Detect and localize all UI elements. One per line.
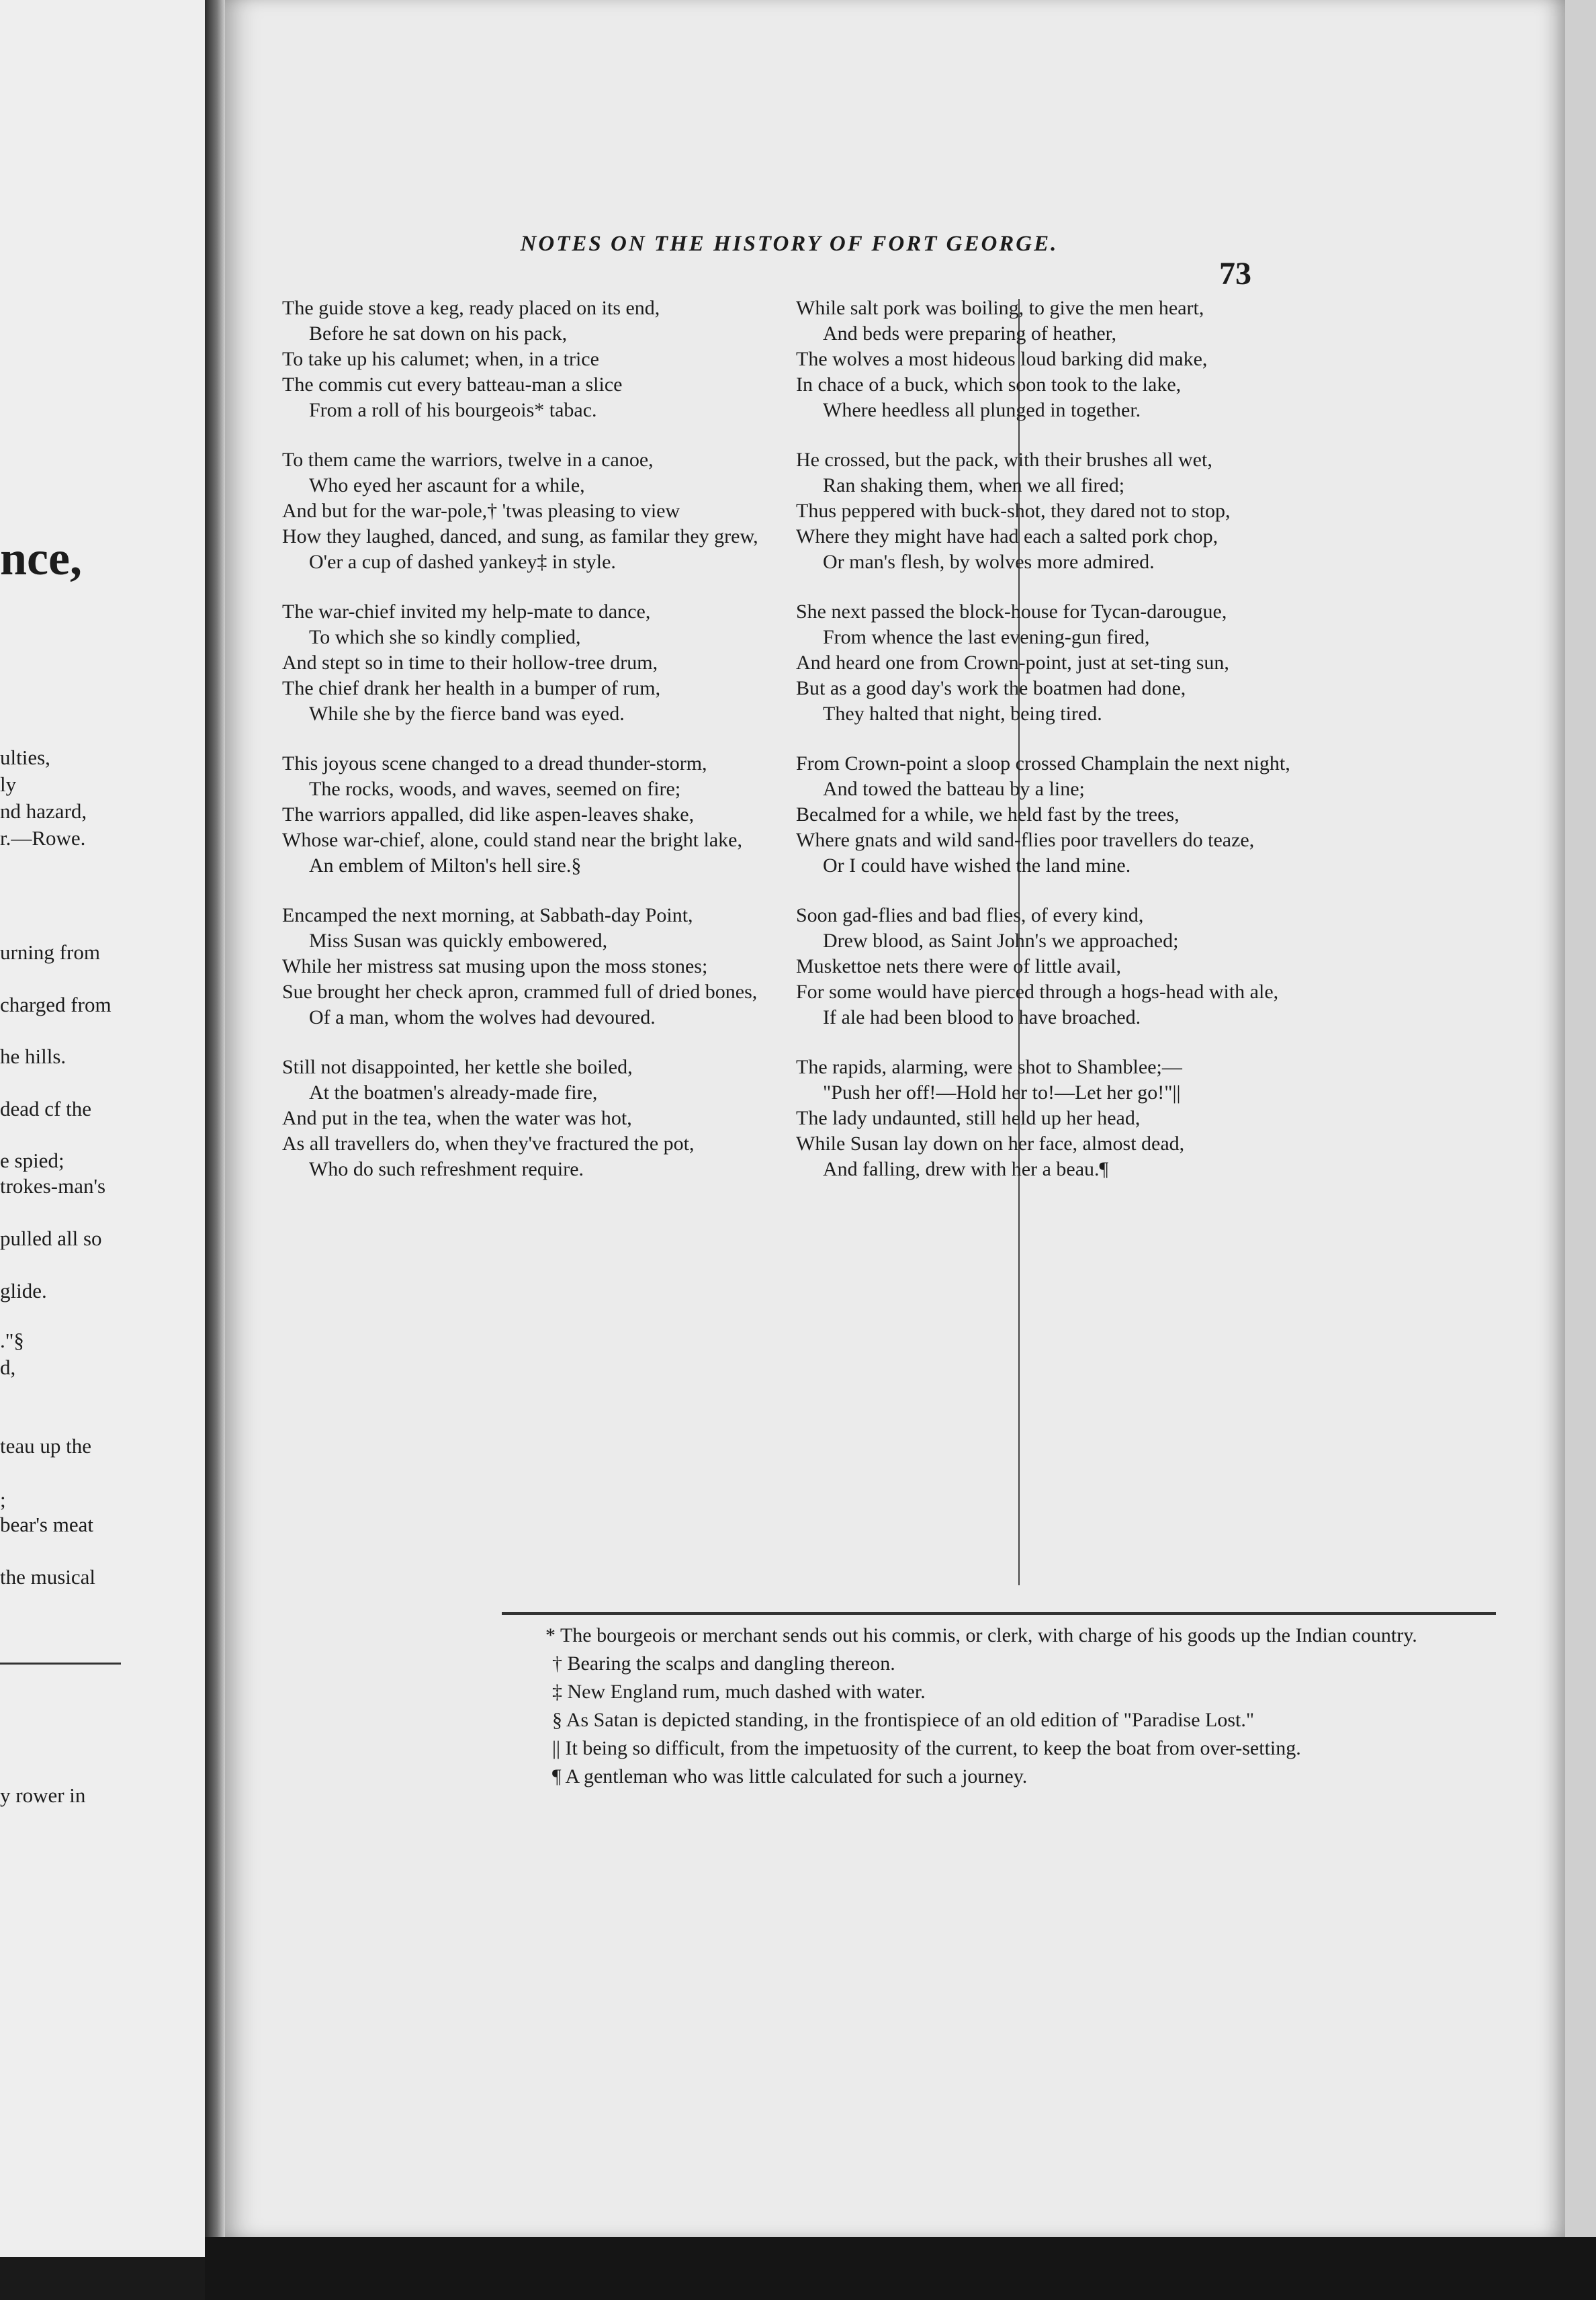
- stanza: [282, 447, 833, 575]
- left-fragment: urning from: [0, 940, 100, 964]
- verse-line: Muskettoe nets there were of little avail,: [796, 955, 1121, 977]
- left-fragment: glide.: [0, 1279, 47, 1302]
- verse-line: The rapids, alarming, were shot to Shamblee;—: [796, 1056, 1182, 1078]
- verse-line: Drew blood, as Saint John's we approached;: [823, 930, 1179, 952]
- verse-line: Who eyed her ascaunt for a while,: [309, 474, 585, 496]
- left-rule: [0, 1663, 121, 1665]
- verse-line: Where they might have had each a salted pork chop,: [796, 525, 1218, 547]
- verse-line: Miss Susan was quickly embowered,: [309, 930, 608, 952]
- left-fragment: bear's meat: [0, 1513, 93, 1536]
- poem-left-column: [282, 296, 833, 1206]
- poem-right-column: [796, 296, 1327, 1206]
- verse-line: And put in the tea, when the water was hot,: [282, 1107, 632, 1129]
- left-fragment: trokes-man's: [0, 1174, 106, 1198]
- verse-line: They halted that night, being tired.: [823, 703, 1102, 725]
- verse-line: This joyous scene changed to a dread thunder-storm,: [282, 752, 707, 775]
- left-fragment: ly: [0, 772, 17, 796]
- verse-line: O'er a cup of dashed yankey‡ in style.: [309, 551, 616, 573]
- left-fragment: nce,: [0, 531, 82, 585]
- left-fragment: y rower in: [0, 1783, 86, 1807]
- stanza: [796, 751, 1327, 879]
- verse-line: While Susan lay down on her face, almost dead,: [796, 1133, 1185, 1155]
- verse-line: "Push her off!—Hold her to!—Let her go!"||: [823, 1081, 1181, 1104]
- verse-line: Where gnats and wild sand-flies poor travellers do teaze,: [796, 829, 1255, 851]
- footnote: * The bourgeois or merchant sends out his commis, or clerk, with charge of his goods up the Indian country.: [545, 1624, 1417, 1646]
- verse-line: The rocks, woods, and waves, seemed on fire;: [309, 778, 681, 800]
- verse-line: From a roll of his bourgeois* tabac.: [309, 399, 597, 421]
- stanza: [796, 599, 1327, 727]
- verse-line: As all travellers do, when they've fractured the pot,: [282, 1133, 695, 1155]
- verse-line: The commis cut every batteau-man a slice: [282, 373, 623, 396]
- footnote: § As Satan is depicted standing, in the frontispiece of an old edition of "Paradise Lost.": [552, 1709, 1255, 1731]
- verse-line: At the boatmen's already-made fire,: [309, 1081, 598, 1104]
- left-fragment: d,: [0, 1356, 16, 1379]
- stanza: [282, 599, 833, 727]
- verse-line: Where heedless all plunged in together.: [823, 399, 1141, 421]
- footnotes: [498, 1622, 1499, 1792]
- verse-line: An emblem of Milton's hell sire.§: [309, 854, 582, 877]
- verse-line: Thus peppered with buck-shot, they dared not to stop,: [796, 500, 1231, 522]
- verse-line: And beds were preparing of heather,: [823, 322, 1116, 345]
- left-fragment: he hills.: [0, 1045, 66, 1068]
- verse-line: And falling, drew with her a beau.¶: [823, 1158, 1109, 1180]
- stanza: [796, 903, 1327, 1030]
- left-fragment: r.—Rowe.: [0, 826, 86, 850]
- verse-line: The wolves a most hideous loud barking did make,: [796, 348, 1208, 370]
- left-fragment: ."§: [0, 1329, 24, 1352]
- verse-line: For some would have pierced through a hogs-head with ale,: [796, 981, 1279, 1003]
- left-fragment: charged from: [0, 993, 112, 1016]
- verse-line: While salt pork was boiling, to give the men heart,: [796, 297, 1204, 319]
- left-fragment: ulties,: [0, 746, 50, 769]
- left-fragment: e spied;: [0, 1149, 64, 1172]
- book-spine: [205, 0, 225, 2300]
- verse-line: To which she so kindly complied,: [309, 626, 581, 648]
- left-fragment: the musical: [0, 1565, 96, 1589]
- verse-line: And stept so in time to their hollow-tree drum,: [282, 652, 658, 674]
- footnote: ‡ New England rum, much dashed with water.: [552, 1681, 926, 1703]
- verse-line: Or I could have wished the land mine.: [823, 854, 1131, 877]
- scan-border: [205, 2237, 1596, 2300]
- verse-line: To take up his calumet; when, in a trice: [282, 348, 599, 370]
- left-fragment: dead cf the: [0, 1097, 91, 1120]
- stanza: [796, 296, 1327, 423]
- left-fragment: ;: [0, 1488, 6, 1511]
- stanza: [282, 1055, 833, 1182]
- verse-line: Becalmed for a while, we held fast by the trees,: [796, 803, 1180, 826]
- footnote-rule: [502, 1612, 1496, 1615]
- verse-line: Encamped the next morning, at Sabbath-day Point,: [282, 904, 693, 926]
- page-edge: [1565, 0, 1596, 2300]
- verse-line: He crossed, but the pack, with their brushes all wet,: [796, 449, 1212, 471]
- verse-line: And towed the batteau by a line;: [823, 778, 1085, 800]
- verse-line: From Crown-point a sloop crossed Champlain the next night,: [796, 752, 1290, 775]
- verse-line: The lady undaunted, still held up her head,: [796, 1107, 1141, 1129]
- verse-line: While her mistress sat musing upon the moss stones;: [282, 955, 708, 977]
- left-fragment: pulled all so: [0, 1227, 102, 1250]
- stanza: [282, 296, 833, 423]
- verse-line: Of a man, whom the wolves had devoured.: [309, 1006, 656, 1028]
- verse-line: Sue brought her check apron, crammed full of dried bones,: [282, 981, 758, 1003]
- left-fragment: teau up the: [0, 1434, 92, 1458]
- verse-line: And but for the war-pole,† 'twas pleasing to view: [282, 500, 680, 522]
- verse-line: Or man's flesh, by wolves more admired.: [823, 551, 1155, 573]
- left-fragment: nd hazard,: [0, 799, 87, 823]
- previous-page-edge: [0, 0, 209, 2257]
- verse-line: From whence the last evening-gun fired,: [823, 626, 1150, 648]
- verse-line: The war-chief invited my help-mate to dance,: [282, 601, 651, 623]
- footnote: ¶ A gentleman who was little calculated for such a journey.: [552, 1765, 1028, 1787]
- stanza: [282, 903, 833, 1030]
- verse-line: While she by the fierce band was eyed.: [309, 703, 625, 725]
- verse-line: If ale had been blood to have broached.: [823, 1006, 1141, 1028]
- verse-line: Before he sat down on his pack,: [309, 322, 568, 345]
- verse-line: Still not disappointed, her kettle she boiled,: [282, 1056, 633, 1078]
- verse-line: She next passed the block-house for Tycan-darougue,: [796, 601, 1227, 623]
- verse-line: To them came the warriors, twelve in a canoe,: [282, 449, 654, 471]
- footnote: † Bearing the scalps and dangling thereon.: [552, 1652, 895, 1675]
- verse-line: In chace of a buck, which soon took to the lake,: [796, 373, 1182, 396]
- verse-line: Who do such refreshment require.: [309, 1158, 584, 1180]
- verse-line: The warriors appalled, did like aspen-leaves shake,: [282, 803, 695, 826]
- footnote: || It being so difficult, from the impetuosity of the current, to keep the boat from over-setting.: [552, 1737, 1301, 1759]
- page: [225, 0, 1565, 2237]
- verse-line: The chief drank her health in a bumper of rum,: [282, 677, 661, 699]
- verse-line: But as a good day's work the boatmen had done,: [796, 677, 1186, 699]
- stanza: [282, 751, 833, 879]
- verse-line: How they laughed, danced, and sung, as familar they grew,: [282, 525, 758, 547]
- verse-line: Soon gad-flies and bad flies, of every kind,: [796, 904, 1144, 926]
- running-head: NOTES ON THE HISTORY OF FORT GEORGE.: [520, 232, 1059, 256]
- stanza: [796, 1055, 1327, 1182]
- stanza: [796, 447, 1327, 575]
- verse-line: And heard one from Crown-point, just at set-ting sun,: [796, 652, 1229, 674]
- verse-line: Whose war-chief, alone, could stand near the bright lake,: [282, 829, 742, 851]
- verse-line: Ran shaking them, when we all fired;: [823, 474, 1125, 496]
- verse-line: The guide stove a keg, ready placed on its end,: [282, 297, 660, 319]
- page-number: 73: [1219, 256, 1251, 292]
